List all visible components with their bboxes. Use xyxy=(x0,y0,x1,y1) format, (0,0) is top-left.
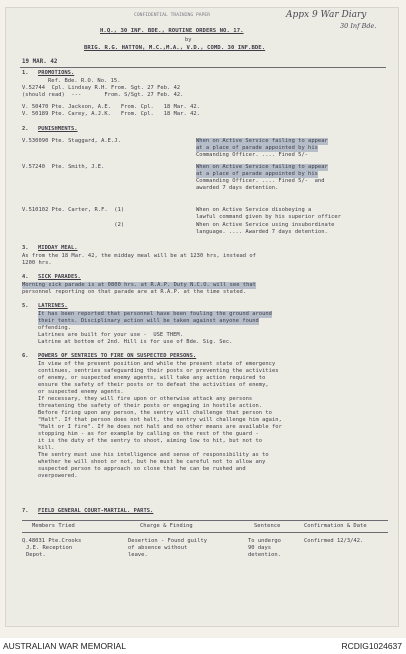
punishment-charge: When on Active Service using insubordinate xyxy=(196,222,335,228)
footer-record-id: RCDIG1024637 xyxy=(341,641,402,651)
by-line: by xyxy=(185,37,192,43)
sentries-text: stopping him - as for example by calling on the rest of the guard - xyxy=(38,431,259,437)
punishment-charge: Commanding Officer. .... Fined 5/- xyxy=(196,152,309,158)
author-line: BRIG. R.G. HATTON, M.C.,M.A., V.D., COMD. 30 INF.BDE. xyxy=(84,45,266,51)
column-header-confirmation: Confirmation & Date xyxy=(304,523,367,529)
punishment-offender: V.57240 Pte. Smith, J.E. xyxy=(22,164,105,170)
table-top-rule xyxy=(22,520,388,521)
sentries-text: In view of the present position and while the present state of emergency xyxy=(38,361,276,367)
section-number-5: 5. xyxy=(22,303,29,309)
table-header-rule xyxy=(22,532,388,533)
promotions-line: V.52744 Cpl. Lindsay R.H. From. Sgt. 27 Feb. 42 xyxy=(22,85,181,91)
punishment-charge: at a place of parade appointed by his xyxy=(196,171,318,177)
document-title: H.Q., 30 INF. BDE., ROUTINE ORDERS NO. 17. xyxy=(100,28,244,34)
promotions-line: V. 50470 Pte. Jackson, A.E. From. Cpl. 18 Mar. 42. xyxy=(22,104,200,110)
date-rule xyxy=(20,67,386,68)
promotions-line: V. 50189 Pte. Carey, A.J.K. From. Cpl. 18 Mar. 42. xyxy=(22,111,200,117)
column-header-charge: Charge & Finding xyxy=(140,523,193,529)
section-number-3: 3. xyxy=(22,245,29,251)
order-date: 19 MAR. 42 xyxy=(22,59,58,65)
footer-bar xyxy=(0,638,406,654)
footer-archive-name: AUSTRALIAN WAR MEMORIAL xyxy=(3,641,126,651)
midday-meal-text: 1200 hrs. xyxy=(22,260,52,266)
table-cell-charge: leave. xyxy=(128,552,148,558)
table-cell-member: Q.48031 Pte.Crooks xyxy=(22,538,82,544)
section-number-1: 1. xyxy=(22,70,29,76)
punishments-heading: PUNISHMENTS. xyxy=(38,126,78,132)
court-martial-heading: FIELD GENERAL COURT-MARTIAL. PARTS. xyxy=(38,508,154,514)
punishment-charge: awarded 7 days detention. xyxy=(196,185,279,191)
table-cell-charge: of absence without xyxy=(128,545,188,551)
handwritten-note-line2: 30 Inf Bde. xyxy=(340,22,377,30)
column-header-sentence: Sentence xyxy=(254,523,281,529)
sentries-text: ensure the safety of their posts or to defeat the activities of enemy, xyxy=(38,382,269,388)
section-number-7: 7. xyxy=(22,508,29,514)
punishment-charge: Commanding Officer. .... Fined 5/- and xyxy=(196,178,325,184)
sick-parades-text: personnel reporting on that parade are at R.A.P. at the time stated. xyxy=(22,289,247,295)
table-cell-member: J.E. Reception xyxy=(26,545,73,551)
sentries-text: suspected person to approach so close that he can be rushed and xyxy=(38,466,246,472)
latrines-text: offending. xyxy=(38,325,71,331)
punishment-charge: at a place of parade appointed by his xyxy=(196,145,318,151)
sentries-text: overpowered. xyxy=(38,473,78,479)
promotions-line: Ref. Bde. R.O. No. 15. xyxy=(48,78,121,84)
table-cell-sentence: 90 days xyxy=(248,545,272,551)
sentries-text: or suspected enemy agents. xyxy=(38,389,124,395)
table-cell-charge: Desertion - Found guilty xyxy=(128,538,208,544)
section-number-4: 4. xyxy=(22,274,29,280)
latrines-text: Latrine at bottom of 2nd. Hill is for use of Bde. Sig. Sec. xyxy=(38,339,233,345)
punishment-offender: V.530090 Pte. Staggard, A.E.J. xyxy=(22,138,121,144)
sentries-heading: POWERS OF SENTRIES TO FIRE ON SUSPECTED PERSONS. xyxy=(38,353,197,359)
sick-parades-heading: SICK PARADES. xyxy=(38,274,81,280)
sentries-text: kill. xyxy=(38,445,55,451)
section-number-6: 6. xyxy=(22,353,29,359)
midday-meal-heading: MIDDAY MEAL. xyxy=(38,245,78,251)
sentries-text: "Halt or I fire". If he does not halt and no other means are available for xyxy=(38,424,282,430)
sentries-text: continues, sentries safeguarding their posts or preventing the activities xyxy=(38,368,279,374)
latrines-text: Latrines are built for your use - USE THEM. xyxy=(38,332,183,338)
promotions-line: (should read) --- From. S/Sgt. 27 Feb. 42. xyxy=(22,92,184,98)
column-header-members: Members Tried xyxy=(32,523,75,529)
punishment-charge: When on Active Service failing to appear xyxy=(196,138,328,144)
punishment-offender: (2) xyxy=(22,222,125,228)
sentries-text: The sentry must use his intelligence and sense of responsibility as to xyxy=(38,452,269,458)
sentries-text: If necessary, they will fire upon or otherwise attack any persons xyxy=(38,396,253,402)
punishment-charge: When on Active Service disobeying a xyxy=(196,207,312,213)
punishment-charge: language. .... Awarded 7 days detention. xyxy=(196,229,328,235)
latrines-heading: LATRINES. xyxy=(38,303,68,309)
sentries-text: "Halt". If that person does not halt, the sentry will challenge him again, xyxy=(38,417,282,423)
punishment-charge: lawful command given by his superior officer xyxy=(196,214,341,220)
table-cell-sentence: detention. xyxy=(248,552,281,558)
sentries-text: whether he will shoot or not, but he must be careful not to allow any xyxy=(38,459,266,465)
punishment-charge: When on Active Service failing to appear xyxy=(196,164,328,170)
sentries-text: Before firing upon any person, the sentry will challenge that person to xyxy=(38,410,272,416)
sentries-text: threatening the safety of their posts or engaging in hostile action. xyxy=(38,403,263,409)
sick-parades-text: Morning sick parade is at 0800 hrs. at R.A.P. Duty N.C.O. will see that xyxy=(22,282,256,288)
latrines-text: It has been reported that personnel have been fouling the ground around xyxy=(38,311,272,317)
midday-meal-text: As from the 18 Mar. 42, the midday meal will be at 1230 hrs, instead of xyxy=(22,253,256,259)
latrines-text: their tents. Disciplinary action will be taken against anyone found xyxy=(38,318,259,324)
sentries-text: it is the duty of the sentry to shoot, aiming low to hit, but not to xyxy=(38,438,263,444)
table-cell-sentence: To undergo xyxy=(248,538,281,544)
classification-stamp: CONFIDENTIAL TRAINING PAPER xyxy=(134,13,211,18)
punishment-offender: V.510102 Pte. Carter, R.F. (1) xyxy=(22,207,125,213)
promotions-heading: PROMOTIONS. xyxy=(38,70,75,76)
handwritten-note-line1: Appx 9 War Diary xyxy=(286,10,367,20)
table-cell-confirmation: Confirmed 12/3/42. xyxy=(304,538,364,544)
section-number-2: 2. xyxy=(22,126,29,132)
sentries-text: of enemy, or suspected enemy agents, will take any action required to xyxy=(38,375,266,381)
table-cell-member: Depot. xyxy=(26,552,46,558)
